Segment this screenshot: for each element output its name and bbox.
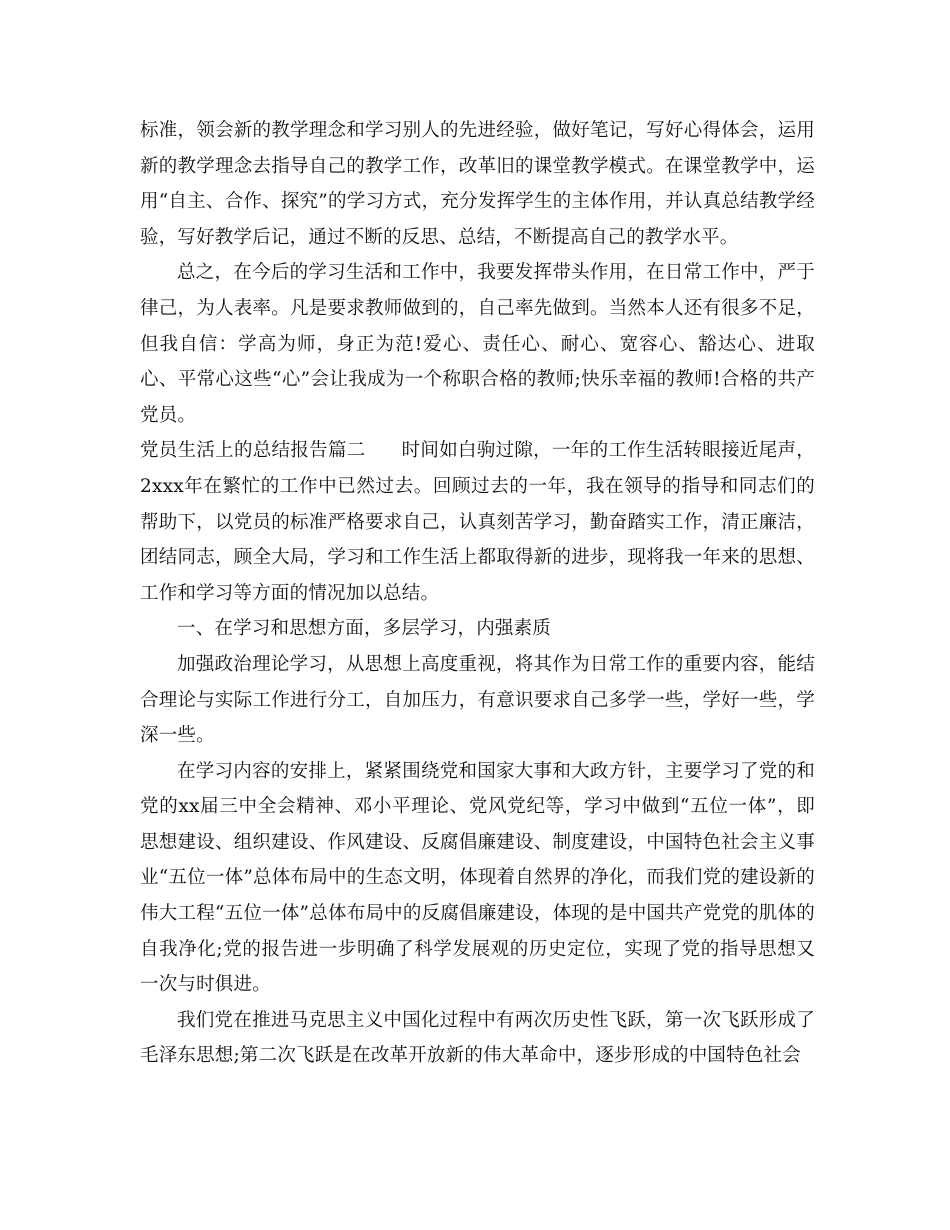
section-heading-1: 一、在学习和思想方面，多层学习，内强素质 xyxy=(177,618,552,640)
paragraph-1: 标准，领会新的教学理念和学习别人的先进经验，做好笔记，写好心得体会，运用新的教学理念去指导自己的教学工作，改革旧的课堂教学模式。在课堂教学中，运用“自主、合作、探究”的学习方式，充分发挥学生的主体作用，并认真总结教学经验，写好教学后记，通过不断的反思、总结，不断提高自己的教学水平。 xyxy=(140,120,815,248)
paragraph-3 xyxy=(140,433,815,611)
paragraph-3-text: 时间如白驹过隙，一年的工作生活转眼接近尾声，2xxx年在繁忙的工作中已然过去。回顾过去的一年，我在领导的指导和同志们的帮助下，以党员的标准严格要求自己，认真刻苦学习，勤奋踏实工作，清正廉洁，团结同志，顾全大局，学习和工作生活上都取得新的进步，现将我一年来的思想、工作和学习等方面的情况加以总结。 xyxy=(140,440,815,604)
section-title: 党员生活上的总结报告篇二 xyxy=(140,440,366,462)
paragraph-6: 在学习内容的安排上，紧紧围绕党和国家大事和大政方针，主要学习了党的和党的xx届三中全会精神、邓小平理论、党风党纪等，学习中做到“五位一体”，即思想建设、组织建设、作风建设、反腐倡廉建设、制度建设，中国特色社会主义事业“五位一体”总体布局中的生态文明，体现着自然界的净化，而我们党的建设新的伟大工程“五位一体”总体布局中的反腐倡廉建设，体现的是中国共产党党的肌体的自我净化;党的报告进一步明确了科学发展观的历史定位，实现了党的指导思想又一次与时俱进。 xyxy=(140,760,815,996)
paragraph-2: 总之，在今后的学习生活和工作中，我要发挥带头作用，在日常工作中，严于律己，为人表率。凡是要求教师做到的，自己率先做到。当然本人还有很多不足，但我自信：学高为师，身正为范!爱心、责任心、耐心、宽容心、豁达心、进取心、平常心这些“心”会让我成为一个称职合格的教师;快乐幸福的教师!合格的共产党员。 xyxy=(140,262,815,426)
paragraph-7: 我们党在推进马克思主义中国化过程中有两次历史性飞跃，第一次飞跃形成了毛泽东思想;第二次飞跃是在改革开放新的伟大革命中，逐步形成的中国特色社会 xyxy=(140,1009,815,1067)
paragraph-5: 加强政治理论学习，从思想上高度重视，将其作为日常工作的重要内容，能结合理论与实际工作进行分工，自加压力，有意识要求自己多学一些，学好一些，学深一些。 xyxy=(140,653,815,747)
document-body xyxy=(140,113,815,1074)
